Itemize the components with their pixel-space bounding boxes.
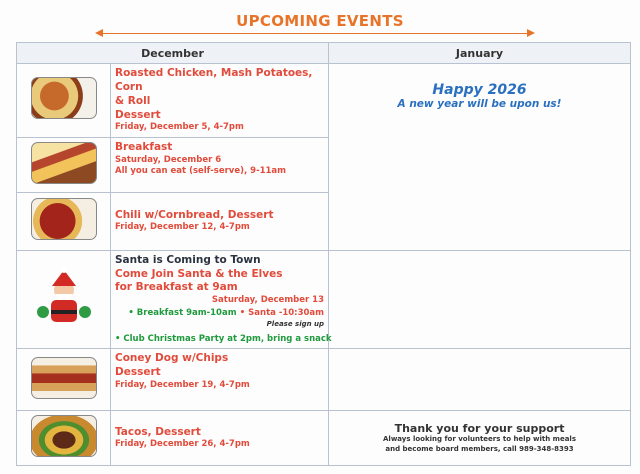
double-arrow-icon xyxy=(97,33,533,34)
santa-icon xyxy=(33,266,95,328)
table-row xyxy=(17,250,631,348)
january-header: January xyxy=(329,43,631,64)
volunteer-note: and become board members, call 989-348-8393 xyxy=(385,444,574,453)
new-year-note: A new year will be upon us! xyxy=(397,98,562,110)
thank-you-note: Thank you for your support xyxy=(394,421,565,435)
event-title: Tacos, Dessert xyxy=(115,425,201,438)
event-date: Friday, December 12, 4-7pm xyxy=(115,222,250,233)
event-date: Friday, December 19, 4-7pm xyxy=(115,379,250,390)
signup-note: Please sign up xyxy=(266,319,325,328)
tacos-icon xyxy=(31,415,97,457)
event-date: Saturday, December 6 xyxy=(115,154,222,165)
event-date: Friday, December 26, 4-7pm xyxy=(115,439,250,450)
chili-icon xyxy=(31,198,97,240)
party-note: • Club Christmas Party at 2pm, bring a snack xyxy=(115,333,332,344)
event-title: Roasted Chicken, Mash Potatoes, Corn xyxy=(115,67,313,93)
event-bullet: • Santa -10:30am xyxy=(239,308,325,319)
header-row xyxy=(17,43,631,64)
event-detail: All you can eat (self-serve), 9-11am xyxy=(115,165,287,176)
page-title: UPCOMING EVENTS xyxy=(236,12,404,30)
event-title: Breakfast xyxy=(115,140,173,153)
events-table xyxy=(16,42,631,466)
event-title: Coney Dog w/Chips xyxy=(115,352,229,365)
event-title: for Breakfast at 9am xyxy=(115,281,238,294)
table-row xyxy=(17,411,631,466)
volunteer-note: Always looking for volunteers to help with meals xyxy=(383,434,576,443)
event-title: Santa is Coming to Town xyxy=(115,253,261,266)
event-date: Saturday, December 13 xyxy=(211,295,325,306)
roast-chicken-icon xyxy=(31,77,97,119)
event-title: Come Join Santa & the Elves xyxy=(115,267,283,280)
event-bullet: • Breakfast 9am-10am xyxy=(128,308,237,319)
december-header: December xyxy=(17,43,329,64)
table-row xyxy=(17,349,631,411)
table-row xyxy=(17,64,631,138)
event-date: Friday, December 5, 4-7pm xyxy=(115,122,244,133)
event-title: & Roll xyxy=(115,94,151,107)
happy-new-year: Happy 2026 xyxy=(432,82,527,98)
event-subtitle: Dessert xyxy=(115,108,161,121)
breakfast-icon xyxy=(31,142,97,184)
event-title: Chili w/Cornbread, Dessert xyxy=(115,208,274,221)
event-subtitle: Dessert xyxy=(115,365,161,378)
coney-dog-icon xyxy=(31,357,97,399)
